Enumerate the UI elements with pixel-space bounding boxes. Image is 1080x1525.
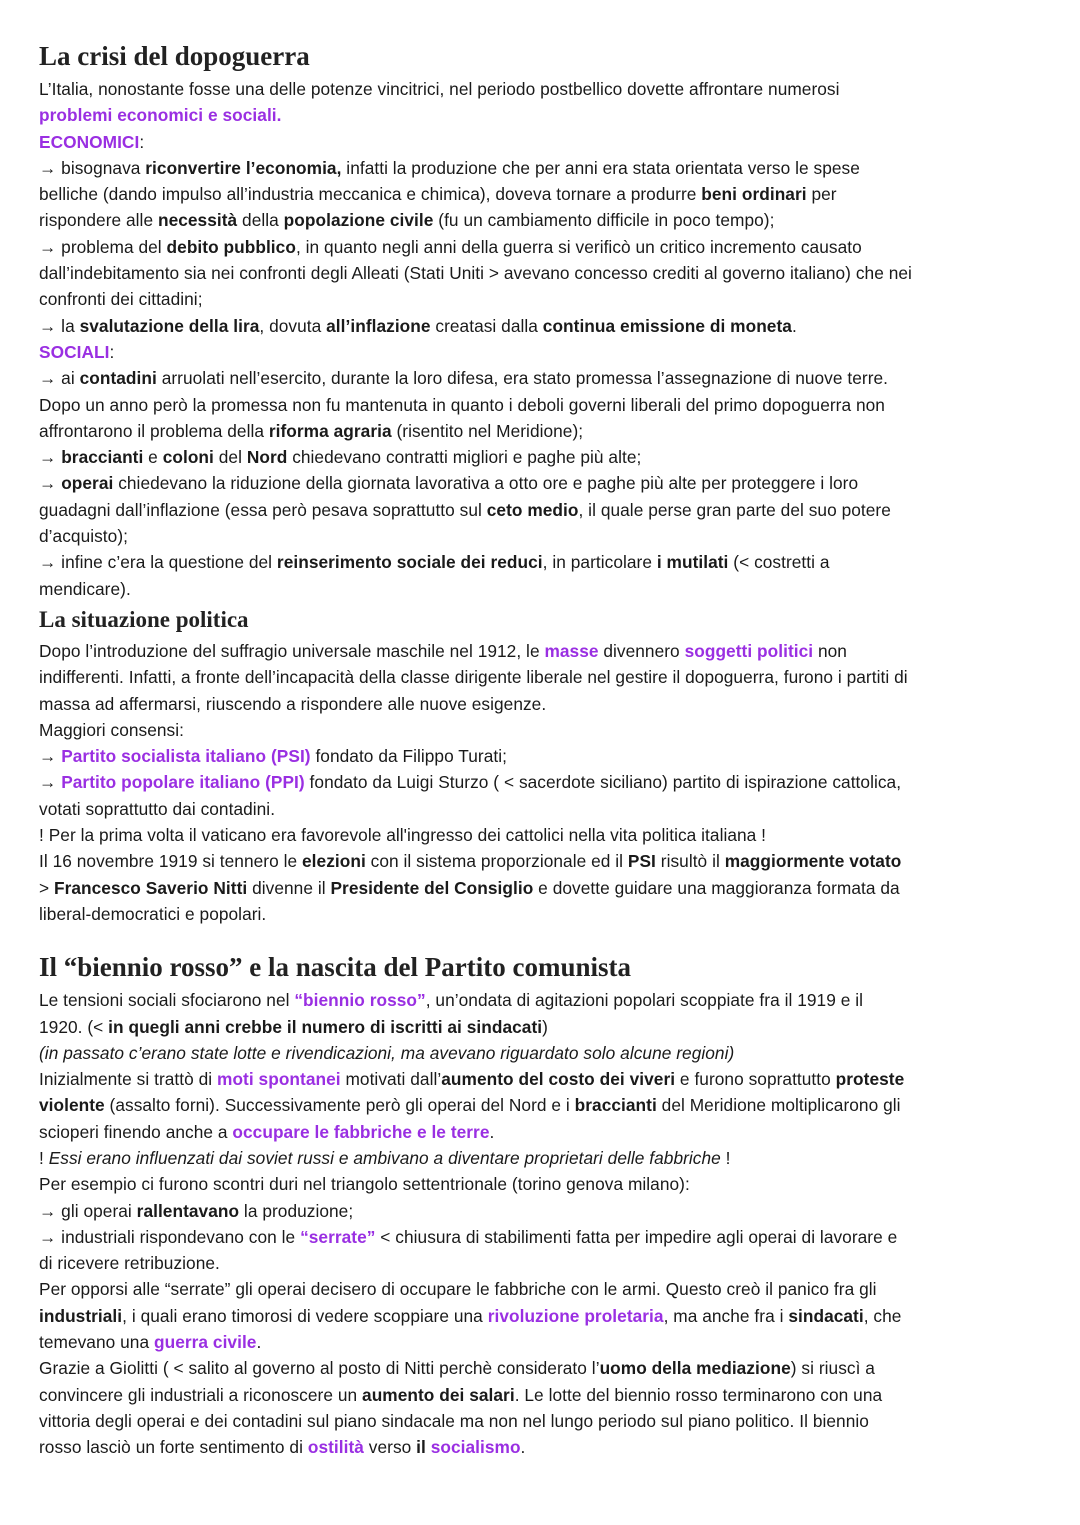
text-line xyxy=(39,286,1040,312)
text-run: → infine c’era la questione del xyxy=(39,552,277,573)
text-line xyxy=(39,1355,1040,1381)
text-run: , il quale perse gran parte del suo potere xyxy=(578,499,891,520)
bold-term: continua emissione di moneta xyxy=(542,315,792,336)
bold-term: ceto medio xyxy=(486,499,579,520)
text-line xyxy=(39,875,1040,901)
text-line xyxy=(39,339,1040,365)
text-line xyxy=(39,1408,1040,1434)
text-line xyxy=(39,796,1040,822)
section-body xyxy=(39,987,1040,1460)
text-run: d’acquisto); xyxy=(39,526,128,547)
highlight-term: socialismo xyxy=(430,1437,521,1458)
text-run: ) si riuscì a xyxy=(790,1358,875,1379)
text-line xyxy=(39,207,1040,233)
text-line xyxy=(39,1119,1040,1145)
bold-term: in quegli anni crebbe il numero di iscritti ai sindacati xyxy=(108,1016,543,1037)
text-run: indifferenti. Infatti, a fronte dell’incapacità della classe dirigente liberale nel gestire il dopoguerra, furono i partiti di xyxy=(39,667,908,688)
text-run: del xyxy=(213,447,247,468)
text-line xyxy=(39,470,1040,496)
bold-term: aumento dei salari xyxy=(362,1384,515,1405)
text-run: 1920. (< xyxy=(39,1016,109,1037)
bold-term: contadini xyxy=(79,368,157,389)
text-run: confronti dei cittadini; xyxy=(39,289,203,310)
text-line xyxy=(39,1092,1040,1118)
text-run: → gli operai xyxy=(39,1200,137,1221)
text-run: → industriali rispondevano con le xyxy=(39,1226,301,1247)
text-run: e dovette guidare una maggioranza formata da xyxy=(533,877,900,898)
text-run: → xyxy=(39,473,62,494)
text-run: (fu un cambiamento difficile in poco tempo); xyxy=(433,210,775,231)
bold-term: all’inflazione xyxy=(326,315,431,336)
text-line xyxy=(39,691,1040,717)
bold-term: maggiormente votato xyxy=(724,851,902,872)
highlight-term: SOCIALI xyxy=(39,341,110,362)
text-line xyxy=(39,155,1040,181)
text-run: divennero xyxy=(598,640,685,661)
text-line xyxy=(39,102,1040,128)
text-run: dall’indebitamento sia nei confronti degli Alleati (Stati Uniti > avevano concesso crediti al governo italiano) che nei xyxy=(39,263,912,284)
text-run: → ai xyxy=(39,368,80,389)
text-run: Dopo un anno però la promessa non fu mantenuta in quanto i deboli governi liberali del primo dopoguerra non xyxy=(39,394,885,415)
text-run: ! Per la prima volta il vaticano era favorevole all'ingresso dei cattolici nella vita politica italiana ! xyxy=(39,825,767,846)
section-body xyxy=(39,76,1040,602)
text-run: fondato da Luigi Sturzo ( < sacerdote siciliano) partito di ispirazione cattolica, xyxy=(304,772,902,793)
text-line xyxy=(39,260,1040,286)
text-run: per xyxy=(806,184,837,205)
bold-term: industriali xyxy=(39,1305,123,1326)
text-run: → xyxy=(39,772,62,793)
highlight-term: soggetti politici xyxy=(684,640,814,661)
text-run: , in particolare xyxy=(542,552,657,573)
text-run: Per esempio ci furono scontri duri nel triangolo settentrionale (torino genova milano): xyxy=(39,1174,690,1195)
text-run: rispondere alle xyxy=(39,210,158,231)
section-title: La crisi del dopoguerra xyxy=(39,41,310,71)
text-run: mendicare). xyxy=(39,578,131,599)
bold-term: sindacati xyxy=(788,1305,864,1326)
text-run: , dovuta xyxy=(259,315,327,336)
text-run: fondato da Filippo Turati; xyxy=(310,746,507,767)
text-run: chiedevano contratti migliori e paghe più alte; xyxy=(287,447,642,468)
bold-term: reinserimento sociale dei reduci xyxy=(276,552,543,573)
text-line xyxy=(39,76,1040,102)
text-run: Le tensioni sociali sfociarono nel xyxy=(39,990,295,1011)
text-run: (risentito nel Meridione); xyxy=(391,420,584,441)
highlight-term: Partito popolare italiano (PPI) xyxy=(61,772,305,793)
text-run: Grazie a Giolitti ( < salito al governo al posto di Nitti perchè considerato l’ xyxy=(39,1358,600,1379)
bold-term: rallentavano xyxy=(136,1200,240,1221)
text-run: : xyxy=(109,341,115,362)
text-run: , ma anche fra i xyxy=(663,1305,789,1326)
text-run: e furono soprattutto xyxy=(675,1069,836,1090)
text-run: votati soprattutto dai contadini. xyxy=(39,798,276,819)
bold-term: Presidente del Consiglio xyxy=(330,877,534,898)
text-line xyxy=(39,987,1040,1013)
text-run: ! xyxy=(720,1147,731,1168)
text-run: (assalto forni). Successivamente però gli operai del Nord e i xyxy=(104,1095,575,1116)
text-run: chiedevano la riduzione della giornata lavorativa a otto ore e paghe più alte per proteggere i loro xyxy=(113,473,859,494)
text-run: del Meridione moltiplicarono gli xyxy=(656,1095,901,1116)
text-run: Inizialmente si trattò di xyxy=(39,1069,218,1090)
text-run: e xyxy=(143,447,163,468)
highlight-term: rivoluzione proletaria xyxy=(487,1305,664,1326)
bold-term: beni ordinari xyxy=(701,184,807,205)
text-run: la produzione; xyxy=(239,1200,354,1221)
section-title: Il “biennio rosso” e la nascita del Partito comunista xyxy=(39,952,632,983)
highlight-term: ECONOMICI xyxy=(39,131,140,152)
text-run: , un’ondata di agitazioni popolari scoppiate fra il 1919 e il xyxy=(425,990,863,1011)
text-line xyxy=(39,523,1040,549)
bold-term: Nord xyxy=(246,447,288,468)
text-line xyxy=(39,1014,1040,1040)
text-line xyxy=(39,497,1040,523)
text-line xyxy=(39,549,1040,575)
bold-term: coloni xyxy=(162,447,214,468)
highlight-term: masse xyxy=(544,640,599,661)
text-run: non xyxy=(813,640,847,661)
text-line xyxy=(39,1171,1040,1197)
bold-term: necessità xyxy=(157,210,238,231)
text-run: divenne il xyxy=(247,877,331,898)
text-run: vittoria degli operai e dei contadini sul piano sindacale ma non nel lungo periodo sul piano politico. Il biennio xyxy=(39,1410,869,1431)
bold-term: il xyxy=(416,1437,426,1458)
text-line xyxy=(39,444,1040,470)
text-line xyxy=(39,1145,1040,1171)
text-line xyxy=(39,234,1040,260)
text-run: Per opporsi alle “serrate” gli operai decisero di occupare le fabbriche con le armi. Questo creò il panico fra gli xyxy=(39,1279,877,1300)
section-crisi-dopoguerra xyxy=(39,36,1040,602)
bold-term: violente xyxy=(39,1095,105,1116)
text-line xyxy=(39,418,1040,444)
text-run: . xyxy=(520,1437,526,1458)
highlight-term: ostilità xyxy=(307,1437,364,1458)
bold-term: elezioni xyxy=(302,851,366,872)
text-line xyxy=(39,129,1040,155)
text-run: , che xyxy=(863,1305,902,1326)
text-line xyxy=(39,365,1040,391)
text-run: ! xyxy=(39,1147,49,1168)
text-run: Maggiori consensi: xyxy=(39,719,184,740)
bold-term: proteste xyxy=(835,1069,905,1090)
text-run: → la xyxy=(39,315,80,336)
text-line xyxy=(39,1382,1040,1408)
bold-term: uomo della mediazione xyxy=(599,1358,791,1379)
highlight-term: moti spontanei xyxy=(217,1069,341,1090)
section-body xyxy=(39,638,1040,927)
text-run: di ricevere retribuzione. xyxy=(39,1253,220,1274)
highlight-term: problemi economici e sociali. xyxy=(39,105,282,126)
text-run: temevano una xyxy=(39,1332,154,1353)
text-run: verso xyxy=(363,1437,417,1458)
highlight-term: “serrate” xyxy=(300,1226,376,1247)
text-line xyxy=(39,392,1040,418)
bold-term: braccianti xyxy=(574,1095,657,1116)
text-line xyxy=(39,576,1040,602)
text-line xyxy=(39,1224,1040,1250)
text-run: della xyxy=(237,210,284,231)
text-run: arruolati nell’esercito, durante la loro difesa, era stato promessa l’assegnazione di nuove terre. xyxy=(156,368,889,389)
highlight-term: guerra civile xyxy=(153,1332,257,1353)
text-line xyxy=(39,743,1040,769)
text-line xyxy=(39,901,1040,927)
bold-term: riforma agraria xyxy=(268,420,392,441)
text-line xyxy=(39,769,1040,795)
text-line xyxy=(39,822,1040,848)
text-run: motivati dall’ xyxy=(340,1069,442,1090)
bold-term: Francesco Saverio Nitti xyxy=(54,877,248,898)
text-line xyxy=(39,1198,1040,1224)
text-run: con il sistema proporzionale ed il xyxy=(365,851,628,872)
bold-term: debito pubblico xyxy=(166,236,296,257)
text-run: > xyxy=(39,877,54,898)
text-run: massa ad affermarsi, riuscendo a rispondere alle nuove esigenze. xyxy=(39,693,547,714)
text-line xyxy=(39,1434,1040,1460)
text-run: belliche (dando impulso all’industria meccanica e chimica), doveva tornare a produrre xyxy=(39,184,702,205)
text-run: → xyxy=(39,746,62,767)
text-run: infatti la produzione che per anni era stata orientata verso le spese xyxy=(341,157,860,178)
text-line xyxy=(39,1040,1040,1066)
text-run: → xyxy=(39,447,62,468)
section-biennio-rosso xyxy=(39,947,1040,1460)
text-run: guadagni dall’inflazione (essa però pesava soprattutto sul xyxy=(39,499,487,520)
text-run: . xyxy=(256,1332,262,1353)
text-run: Il 16 novembre 1919 si tennero le xyxy=(39,851,303,872)
text-run: , in quanto negli anni della guerra si verificò un critico incremento causato xyxy=(295,236,862,257)
text-run: creatasi dalla xyxy=(430,315,543,336)
text-run: → bisognava xyxy=(39,157,146,178)
text-line xyxy=(39,1329,1040,1355)
text-run: . Le lotte del biennio rosso terminarono con una xyxy=(514,1384,883,1405)
bold-term: popolazione civile xyxy=(283,210,434,231)
highlight-term: Partito socialista italiano (PSI) xyxy=(61,746,311,767)
bold-term: i mutilati xyxy=(656,552,729,573)
text-line xyxy=(39,717,1040,743)
text-line xyxy=(39,313,1040,339)
text-line xyxy=(39,638,1040,664)
bold-term: aumento del costo dei viveri xyxy=(441,1069,676,1090)
bold-term: braccianti xyxy=(61,447,144,468)
text-run: risultò il xyxy=(655,851,725,872)
text-line xyxy=(39,1066,1040,1092)
text-run: L’Italia, nonostante fosse una delle potenze vincitrici, nel periodo postbellico dovette affrontare numerosi xyxy=(39,79,840,99)
text-line xyxy=(39,1250,1040,1276)
bold-term: riconvertire l’economia, xyxy=(145,157,342,178)
text-line xyxy=(39,664,1040,690)
highlight-term: occupare le fabbriche e le terre xyxy=(232,1121,490,1142)
bold-term: operai xyxy=(61,473,114,494)
spacer xyxy=(39,927,1040,947)
section-situazione-politica xyxy=(39,602,1040,927)
bold-term: PSI xyxy=(627,851,656,872)
text-run: convincere gli industriali a riconoscere un xyxy=(39,1384,363,1405)
text-line xyxy=(39,848,1040,874)
text-line xyxy=(39,1276,1040,1302)
text-run: : xyxy=(139,131,145,152)
text-run: ) xyxy=(542,1016,548,1037)
text-run: scioperi finendo anche a xyxy=(39,1121,233,1142)
text-run: Dopo l’introduzione del suffragio universale maschile nel 1912, le xyxy=(39,640,545,661)
text-run: . xyxy=(489,1121,495,1142)
section-title: La situazione politica xyxy=(39,606,249,632)
text-run: (< costretti a xyxy=(728,552,830,573)
text-run: (in passato c’erano state lotte e rivendicazioni, ma avevano riguardato solo alcune regioni) xyxy=(39,1042,735,1063)
text-run: . xyxy=(791,315,797,336)
text-run: Essi erano influenzati dai soviet russi e ambivano a diventare proprietari delle fabbriche xyxy=(48,1147,721,1168)
text-run: , i quali erano timorosi di vedere scoppiare una xyxy=(122,1305,488,1326)
text-run: liberal-democratici e popolari. xyxy=(39,903,267,924)
text-run: affrontarono il problema della xyxy=(39,420,269,441)
text-line xyxy=(39,1303,1040,1329)
text-run: < chiusura di stabilimenti fatta per impedire agli operai di lavorare e xyxy=(375,1226,898,1247)
text-line xyxy=(39,181,1040,207)
text-run: rosso lasciò un forte sentimento di xyxy=(39,1437,308,1458)
text-run: → problema del xyxy=(39,236,167,257)
bold-term: svalutazione della lira xyxy=(79,315,260,336)
highlight-term: “biennio rosso” xyxy=(294,990,426,1011)
